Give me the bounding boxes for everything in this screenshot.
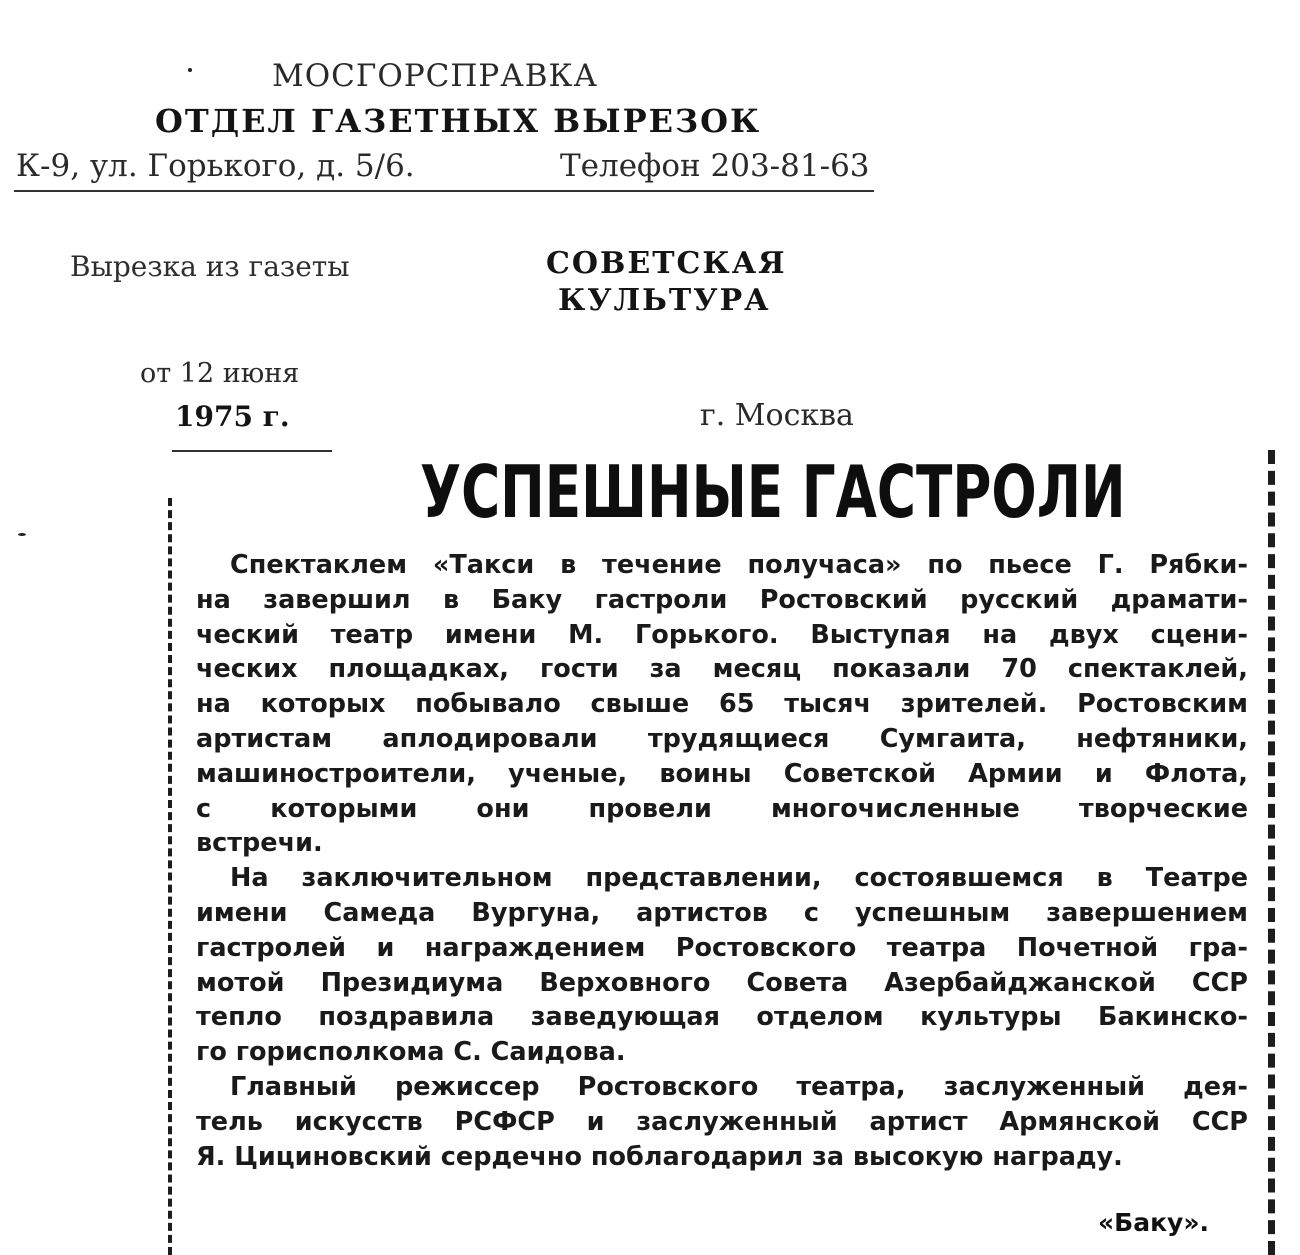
article-line: машиностроители, ученые, воины Советской Армии и Флота, bbox=[196, 758, 1248, 789]
article-source-signature: «Баку». bbox=[1098, 1208, 1209, 1237]
clipping-label: Вырезка из газеты bbox=[70, 250, 350, 283]
article-line: тепло поздравила заведующая отделом культуры Бакинско- bbox=[196, 1002, 1248, 1033]
article-line: Я. Цициновский сердечно поблагодарил за высокую награду. bbox=[196, 1141, 1123, 1172]
article-headline: УСПЕШНЫЕ ГАСТРОЛИ bbox=[420, 450, 1126, 534]
article-line: мотой Президиума Верховного Совета Азербайджанской ССР bbox=[196, 967, 1248, 998]
article-line: На заключительном представлении, состоявшемся в Театре bbox=[230, 863, 1248, 894]
article-line: с которыми они провели многочисленные творческие bbox=[196, 793, 1248, 824]
stamp-address: К-9, ул. Горького, д. 5/6. bbox=[16, 148, 415, 184]
article-line: на которых побывало свыше 65 тысяч зрителей. Ростовским bbox=[196, 689, 1248, 720]
article-body bbox=[196, 548, 1248, 1174]
article-line: ческий театр имени М. Горького. Выступая на двух сцени- bbox=[196, 619, 1248, 650]
article-line: Спектаклем «Такси в течение получаса» по пьесе Г. Рябки- bbox=[230, 550, 1248, 580]
article-line: на завершил в Баку гастроли Ростовский русский драмати- bbox=[196, 584, 1248, 615]
article-paragraph-1 bbox=[196, 548, 1248, 861]
article-line: гастролей и награждением Ростовского театра Почетной гра- bbox=[196, 932, 1248, 963]
scan-speck bbox=[188, 68, 192, 72]
date-underline bbox=[172, 450, 332, 452]
stamp-phone: Телефон 203-81-63 bbox=[560, 148, 870, 184]
article-paragraph-2 bbox=[196, 861, 1248, 1070]
header-divider bbox=[14, 190, 874, 192]
clipping-date-year: 1975 г. bbox=[175, 400, 290, 433]
newspaper-title-line2: КУЛЬТУРА bbox=[558, 283, 771, 318]
article-line: Главный режиссер Ростовского театра, заслуженный дея- bbox=[230, 1071, 1248, 1102]
clipping-city: г. Москва bbox=[700, 398, 854, 433]
clipping-date-day: от 12 июня bbox=[140, 358, 300, 389]
clipping-frame-right-edge bbox=[1268, 450, 1275, 1255]
article-line: имени Самеда Вургуна, артистов с успешным завершением bbox=[196, 897, 1248, 928]
article-line: встречи. bbox=[196, 828, 323, 859]
stamp-org-name: МОСГОРСПРАВКА bbox=[272, 58, 599, 94]
stamp-department: ОТДЕЛ ГАЗЕТНЫХ ВЫРЕЗОК bbox=[155, 102, 762, 140]
article-paragraph-3 bbox=[196, 1070, 1248, 1174]
newspaper-title-line1: СОВЕТСКАЯ bbox=[546, 246, 787, 281]
clipping-frame-left-edge bbox=[168, 498, 172, 1255]
scan-speck bbox=[18, 533, 26, 536]
article-line: артистам аплодировали трудящиеся Сумгаита, нефтяники, bbox=[196, 723, 1248, 754]
article-line: тель искусств РСФСР и заслуженный артист Армянской ССР bbox=[196, 1106, 1248, 1137]
article-line: ческих площадках, гости за месяц показали 70 спектаклей, bbox=[196, 654, 1248, 685]
article-line: го горисполкома С. Саидова. bbox=[196, 1037, 626, 1068]
